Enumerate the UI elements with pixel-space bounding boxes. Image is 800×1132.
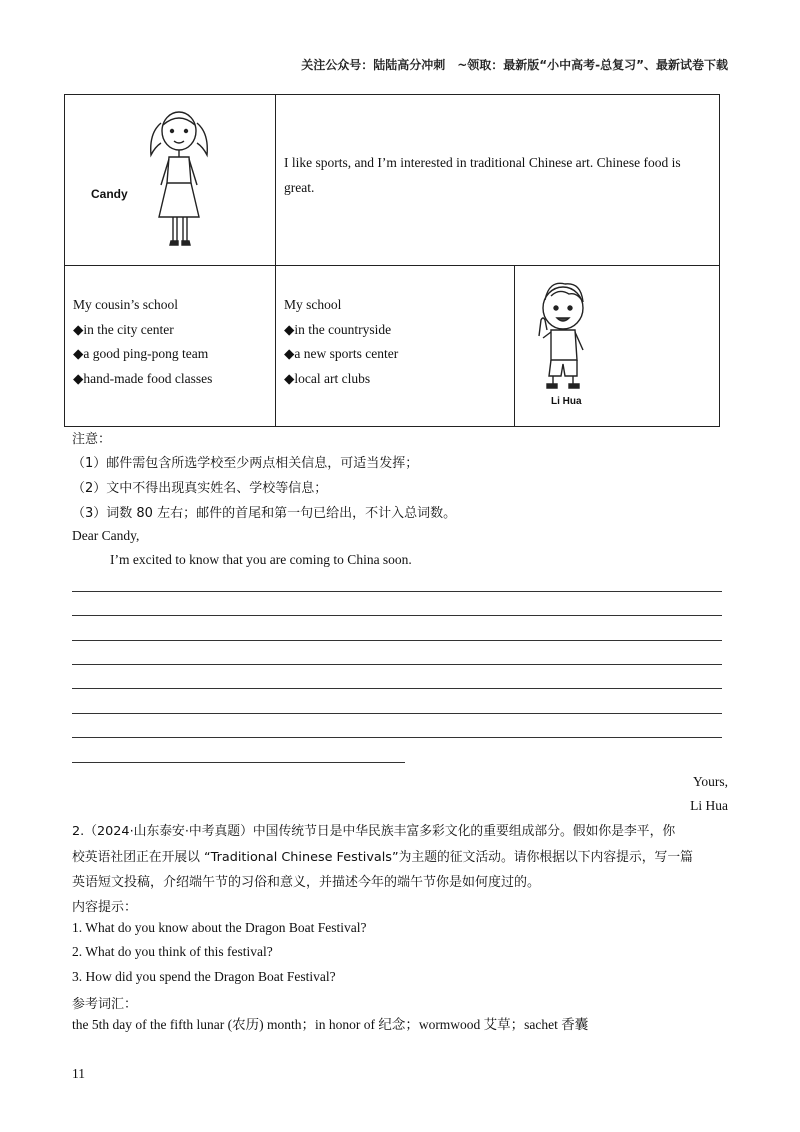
writing-line <box>72 591 722 592</box>
writing-line <box>72 762 405 763</box>
writing-line <box>72 615 722 616</box>
cousin-school-title: My cousin’s school <box>73 297 179 312</box>
cousin-item: ◆hand-made food classes <box>73 370 213 386</box>
page-number: 11 <box>72 1066 85 1081</box>
my-school-title: My school <box>284 297 342 312</box>
note-item: （2）文中不得出现真实姓名、学校等信息； <box>72 481 328 496</box>
writing-line <box>72 713 722 714</box>
writing-line <box>72 737 722 738</box>
note-item: （3）词数 80 左右；邮件的首尾和第一句已给出，不计入总词数。 <box>72 506 457 521</box>
page-header: 关注公众号：陆陆高分冲刺 ~领取：最新版“小中高考-总复习”、最新试卷下载 <box>301 58 728 72</box>
candy-cell <box>65 95 276 266</box>
note-item: （1）邮件需包含所选学校至少两点相关信息，可适当发挥； <box>72 456 419 471</box>
cousin-item: ◆in the city center <box>73 321 174 337</box>
cousin-item: ◆a good ping-pong team <box>73 346 209 361</box>
q2-line: 校英语社团正在开展以 “Traditional Chinese Festivals”为主题的征文活动。请你根据以下内容提示，写一篇 <box>72 850 693 865</box>
letter-signature: Li Hua <box>690 798 728 813</box>
candy-illustration <box>141 103 217 253</box>
writing-line <box>72 688 722 689</box>
q2-line: 2.（2024·山东泰安·中考真题）中国传统节日是中华民族丰富多彩文化的重要组成部分。假如你是李平，你 <box>72 824 676 839</box>
my-school-item: ◆local art clubs <box>284 370 371 386</box>
letter-greeting: Dear Candy, <box>72 528 140 543</box>
info-table <box>64 94 720 427</box>
cousin-school-cell <box>65 266 276 427</box>
hint-item: 1. What do you know about the Dragon Boat Festival? <box>72 920 367 935</box>
candy-text-cell <box>276 95 720 266</box>
lihua-cell <box>515 266 720 427</box>
hint-item: 2. What do you think of this festival? <box>72 944 273 959</box>
candy-text: I like sports, and I’m interested in traditional Chinese art. Chinese food is great. <box>284 155 681 195</box>
letter-first-line: I’m excited to know that you are coming to China soon. <box>110 552 412 567</box>
vocab-text: the 5th day of the fifth lunar (农历) month；in honor of 纪念；wormwood 艾草；sachet 香囊 <box>72 1017 589 1032</box>
lihua-illustration <box>529 272 593 392</box>
my-school-cell <box>276 266 515 427</box>
candy-label: Candy <box>91 187 128 201</box>
notes-title: 注意： <box>72 432 112 447</box>
writing-line <box>72 640 722 641</box>
hints-title: 内容提示： <box>72 900 138 915</box>
my-school-item: ◆a new sports center <box>284 346 399 361</box>
lihua-label: Li Hua <box>551 396 582 407</box>
letter-closing: Yours, <box>692 774 728 789</box>
vocab-title: 参考词汇： <box>72 997 138 1012</box>
writing-line <box>72 664 722 665</box>
my-school-item: ◆in the countryside <box>284 321 392 337</box>
hint-item: 3. How did you spend the Dragon Boat Festival? <box>72 969 336 984</box>
q2-line: 英语短文投稿，介绍端午节的习俗和意义，并描述今年的端午节你是如何度过的。 <box>72 875 541 890</box>
